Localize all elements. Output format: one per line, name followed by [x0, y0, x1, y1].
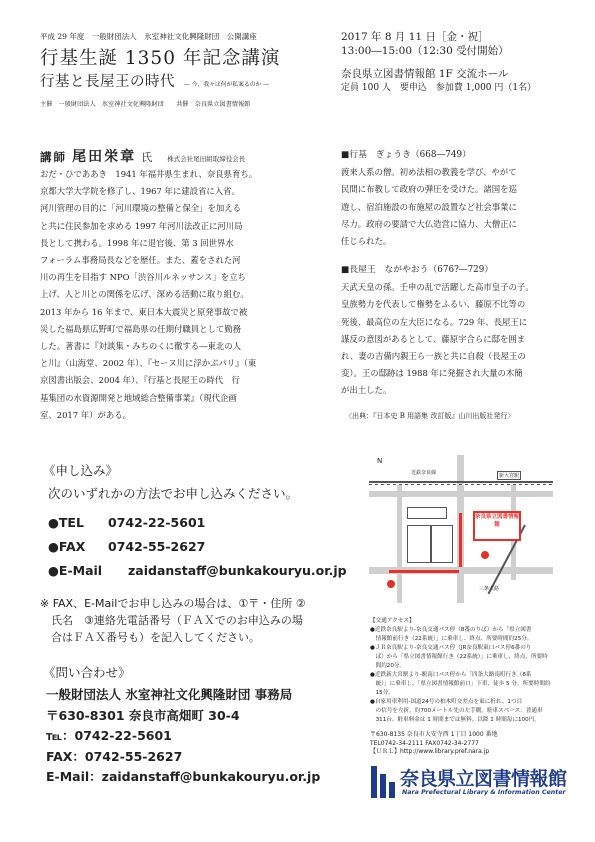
nagaya-line: 皇族勢力を代表して権勢をふるい、藤原不比等の [341, 299, 526, 310]
access-line: ●近鉄奈良駅より-奈良交通バス停（8番のりば）から「県立図書 [370, 627, 532, 633]
lecturer-bio [40, 166, 330, 424]
access-line: の信号を左折。約700メートル先の左手側。駐車スペース：普通車 [370, 708, 543, 714]
contact-address: 〒630-8301 奈良市高畑町 30-4 [46, 707, 240, 723]
contact-tel[interactable]: ℡：0742-22-5601 [46, 728, 172, 743]
nagaya-line: が出土した。 [341, 385, 392, 396]
note-line: ※ FAX、E-Mailでお申し込みの場合は、①〒・住所 ② [40, 597, 306, 610]
access-map[interactable] [369, 455, 553, 603]
nagaya-line: れ、妻の吉備内親王ら一族と共に自殺（長屋王の [341, 351, 526, 362]
access-line: ●ＪＲ奈良駅より-奈良交通バス停（JR奈良駅東口バス停6番のり [370, 645, 532, 651]
gyoki-line: 渡来人系の僧。初め法相の教義を学び、やがて [341, 167, 517, 178]
series-line: 平成 29 年度 一般財団法人 氷室神社文化興隆財団 公開講座 [40, 32, 257, 41]
library-logo-icon [370, 764, 396, 800]
nagaya-line: 天武天皇の孫。壬申の乱で活躍した高市皇子の子。 [341, 282, 534, 293]
gyoki-line: 遊し、宿泊施設の布施屋の設置など社会事業に [341, 201, 517, 212]
map-railway [369, 481, 553, 483]
bio-line: と共に住民参加を求める 1997 年河川法改正に河川局 [40, 220, 243, 231]
access-line: ●近鉄新大宮駅より-駅南口バス停から「四条大路南町行き（8系 [370, 672, 532, 678]
map-building [431, 525, 453, 563]
apply-tel-row [48, 515, 205, 530]
gyoki-line: 尽力。政府の要請で大仏造営に協力、大僧正に [341, 218, 517, 229]
map-railway-ties [369, 484, 553, 485]
event-venue: 奈良県立図書情報館 1F 交流ホール [341, 68, 509, 80]
access-line: 15分。 [370, 690, 394, 696]
lecturer-honorific: 氏 [141, 151, 153, 164]
apply-intro: 次のいずれかの方法でお申し込みください。 [48, 486, 299, 501]
lecturer-header [40, 146, 245, 166]
apply-note [40, 595, 306, 646]
bio-line: した。著書に『対談集・みちのくに徹する―東北の人 [40, 341, 241, 352]
station-label: 新大宮駅 [499, 473, 520, 479]
subtitle-row [40, 70, 269, 91]
library-logo [370, 760, 567, 808]
contact-email[interactable]: E-Mail：zaidanstaff@bunkakouryu.or.jp [46, 769, 321, 784]
access-line: 情報館前行き（22系統）」に乗車し、終点、所要時間約25分。 [370, 636, 533, 642]
contact-fax: FAX：0742-55-2627 [46, 748, 183, 764]
subtitle: 行基と長屋王の時代 [40, 74, 175, 90]
access-line: ●自家用車利用-国道24号の柏木町交差点を東に折れ、1つ目 [370, 699, 523, 705]
map-pin [481, 551, 489, 559]
nagaya-section [341, 262, 566, 400]
bio-line: 基集団の水資源開発と地域総合整備事業』（現代企画 [40, 392, 237, 403]
bio-line: 京図書出版会、2004 年）、『行基と長屋王の時代 行 [40, 375, 240, 386]
nagaya-line: 謀反の意図があるとして、藤原宇合らに邸を囲ま [341, 333, 526, 344]
apply-email-row [48, 563, 347, 578]
contact-heading: 《問い合わせ》 [43, 665, 131, 680]
tel-label: ●TEL [48, 515, 84, 530]
library-url[interactable]: 【ＵＲＬ】http://www.library.pref.nara.jp [370, 748, 490, 755]
email-address[interactable]: zaidanstaff@bunkakouryu.or.jp [128, 563, 347, 578]
bio-line: フォーラム事務局長などを歴任。また、蓋をされた河 [40, 255, 241, 266]
lecturer-name: 尾田栄章 [72, 149, 137, 165]
email-label: ●E-Mail [48, 563, 103, 578]
library-address: 〒630-8135 奈良市大安寺西 1丁目 1000 番地 [370, 731, 498, 738]
access-line: ば）から「県立図書情報館行き（22系統）」に乗車し、終点、所要時 [370, 654, 548, 660]
logo-ja: 奈良県立図書情報館 [400, 768, 567, 790]
source-note: 〈出典：『日本史 B 用語集 改訂版』山川出版社発行〉 [345, 412, 515, 420]
library-info [370, 731, 498, 757]
bio-line: 河川管理の目的に「河川環境の整備と保全」を加える [40, 203, 241, 214]
gyoki-heading: ■行基 ぎょうき（668―749） [341, 150, 471, 160]
bio-line: 京都大学大学院を修了し、1967 年に建設省に入省。 [40, 186, 240, 197]
access-info [370, 617, 560, 725]
event-info [341, 30, 536, 95]
gyoki-section [341, 147, 566, 250]
event-date: 2017 年 8 月 11 日［金・祝］ [341, 31, 489, 43]
bio-line: 2013 年から 16 年まで、東日本大震災と原発事故で被 [40, 306, 248, 317]
fax-number: 0742-55-2627 [108, 539, 206, 554]
nagaya-line: 変）。王の邸跡は 1988 年に発掘され大量の木簡 [341, 368, 523, 379]
bio-line: 川の再生を目指す NPO「渋谷川ルネッサンス」を立ち [40, 272, 246, 283]
subtitle-tail: ― 今、我々は何が私案るのか ― [184, 82, 269, 88]
logo-en: Nara Prefectural Library & Information Center [402, 789, 566, 796]
event-time: 13:00―15:00（12:30 受付開始） [341, 45, 509, 57]
bio-line: おだ・ひでああき 1941 年福井県生まれ、奈良県育ち。 [40, 169, 258, 179]
library-marker[interactable]: 奈良県立図書情報館 [473, 511, 521, 541]
library-telfax: TEL0742-34-2111 FAX0742-34-2777 [370, 739, 479, 747]
sanjo-label: 三条大路 [479, 586, 500, 592]
main-title: 行基生誕 1350 年記念講演 [40, 48, 281, 69]
bio-line: 室、2017 年）がある。 [40, 409, 131, 420]
bio-line: 上げ、人と川との関係を広げ、深める活動に取り組む。 [40, 289, 249, 300]
event-capacity: 定員 100 人 要申込 参加費 1,000 円（1名） [341, 83, 537, 93]
apply-fax-row [48, 539, 205, 554]
map-pin [387, 580, 395, 588]
route-line [459, 513, 462, 567]
nagaya-line: 死後、最高位の左大臣になる。729 年、長屋王に [341, 316, 528, 327]
map-road [397, 485, 402, 603]
access-line: 間約20分。 [370, 663, 406, 669]
lecturer-role: 講師 [40, 150, 67, 164]
access-line: 311台。駐車料金は 1 時間までは無料。以降 1 時間毎に100円。 [370, 717, 540, 723]
lecturer-affiliation: 株式会社尾田組取締役会長 [167, 155, 246, 163]
north-mark: N [377, 457, 383, 465]
bio-line: 災した福島県広野町で福島県の任期付職員として勤務 [40, 323, 241, 334]
nagaya-heading: ■長屋王 ながやおう（676?―729） [341, 265, 494, 275]
organizers: 主催 一般財団法人 氷室神社文化興隆財団 共催 奈良県立図書情報館 [40, 101, 251, 108]
contact-block [46, 685, 320, 788]
apply-heading: 《申し込み》 [43, 463, 119, 478]
access-heading: 【交通アクセス】 [370, 618, 415, 624]
contact-org: 一般財団法人 氷室神社文化興隆財団 事務局 [46, 687, 293, 702]
gyoki-line: 民間に布教して政府の弾圧を受けた。諸国を巡 [341, 184, 517, 195]
fax-label: ●FAX [48, 539, 86, 554]
map-building [407, 507, 447, 519]
kintetsu-label: 近鉄奈良線 [411, 470, 437, 476]
note-line: 氏名 ③連絡先電話番号（ＦＡＸでのお申込みの場 [40, 614, 303, 627]
tel-number[interactable]: 0742-22-5601 [108, 515, 206, 530]
route-line [389, 570, 459, 573]
map-building [407, 525, 431, 563]
access-line: 統）」に乗車し、「県立図書情報館前口」下車、徒歩 5 分。所要時間約 [370, 681, 551, 687]
gyoki-line: 任じられた。 [341, 236, 392, 247]
bio-line: 長として携わる。1998 年に退官後、第 3 回世界水 [40, 237, 234, 248]
note-line: 合はＦＡＸ番号も）を記入してください。 [40, 631, 260, 644]
bio-line: と川』（山海堂、2002 年）、『セーヌ川に浮かぶパリ』（東 [40, 358, 257, 369]
